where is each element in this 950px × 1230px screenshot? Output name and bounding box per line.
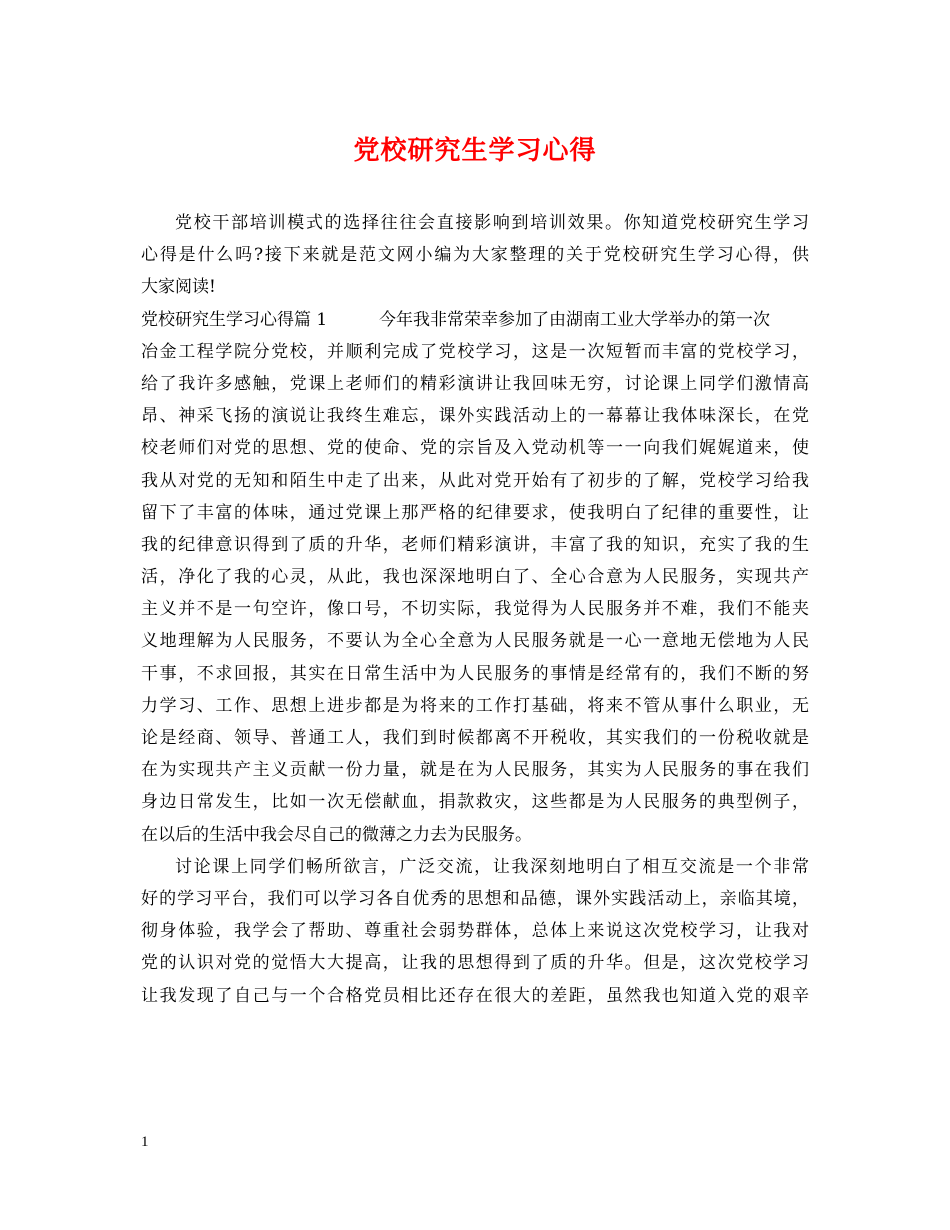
paragraph-line: 身边日常发生，比如一次无偿献血，捐款救灾，这些都是为人民服务的典型例子， xyxy=(141,792,809,813)
paragraph-line: 好的学习平台，我们可以学习各自优秀的思想和品德，课外实践活动上，亲临其境， xyxy=(141,888,809,909)
paragraph-line: 讨论课上同学们畅所欲言，广泛交流，让我深刻地明白了相互交流是一个非常 xyxy=(175,856,809,877)
paragraph-line: 心得是什么吗?接下来就是范文网小编为大家整理的关于党校研究生学习心得，供 xyxy=(141,245,809,266)
paragraph-line: 昂、神采飞扬的演说让我终生难忘，课外实践活动上的一幕幕让我体味深长，在党 xyxy=(141,406,809,427)
section-first-line: 今年我非常荣幸参加了由湖南工业大学举办的第一次 xyxy=(379,309,770,330)
paragraph-line: 党校干部培训模式的选择往往会直接影响到培训效果。你知道党校研究生学习 xyxy=(175,213,809,233)
document-body xyxy=(141,207,809,1012)
paragraph-line: 力学习、工作、思想上进步都是为将来的工作打基础，将来不管从事什么职业，无 xyxy=(141,695,809,716)
paragraph-line: 义地理解为人民服务，不要认为全心全意为人民服务就是一心一意地无偿地为人民 xyxy=(141,631,809,652)
paragraph-line: 干事，不求回报，其实在日常生活中为人民服务的事情是经常有的，我们不断的努 xyxy=(141,663,809,684)
paragraph-line: 在以后的生活中我会尽自己的微薄之力去为民服务。 xyxy=(141,824,532,845)
paragraph-line: 论是经商、领导、普通工人，我们到时候都离不开税收，其实我们的一份税收就是 xyxy=(141,728,809,748)
paragraph-line: 主义并不是一句空许，像口号，不切实际，我觉得为人民服务并不难，我们不能夹 xyxy=(141,599,809,620)
paragraph-line: 我从对党的无知和陌生中走了出来，从此对党开始有了初步的了解，党校学习给我 xyxy=(141,470,809,491)
paragraph-line: 校老师们对党的思想、党的使命、党的宗旨及入党动机等一一向我们娓娓道来，使 xyxy=(141,438,809,459)
paragraph-line: 让我发现了自己与一个合格党员相比还存在很大的差距，虽然我也知道入党的艰辛 xyxy=(141,985,809,1006)
paragraph-line: 在为实现共产主义贡献一份力量，就是在为人民服务，其实为人民服务的事在我们 xyxy=(141,760,809,781)
paragraph-line: 给了我许多感触，党课上老师们的精彩演讲让我回味无穷，讨论课上同学们激情高 xyxy=(141,373,809,394)
section-heading: 党校研究生学习心得篇 1 xyxy=(141,309,328,330)
paragraph-line: 大家阅读! xyxy=(141,277,216,298)
paragraph-line: 活，净化了我的心灵，从此，我也深深地明白了、全心合意为人民服务，实现共产 xyxy=(141,567,809,588)
paragraph-line: 党的认识对党的觉悟大大提高，让我的思想得到了质的升华。但是，这次党校学习 xyxy=(141,953,809,974)
page-number: 1 xyxy=(141,1134,149,1150)
paragraph-line: 留下了丰富的体味，通过党课上那严格的纪律要求，使我明白了纪律的重要性，让 xyxy=(141,502,809,523)
document-title: 党校研究生学习心得 xyxy=(353,136,597,166)
section-heading-line xyxy=(141,304,809,336)
paragraph-line: 我的纪律意识得到了质的升华，老师们精彩演讲，丰富了我的知识，充实了我的生 xyxy=(141,534,809,555)
paragraph-line: 彻身体验，我学会了帮助、尊重社会弱势群体，总体上来说这次党校学习，让我对 xyxy=(141,921,809,942)
paragraph-line: 冶金工程学院分党校，并顺利完成了党校学习，这是一次短暂而丰富的党校学习， xyxy=(141,341,809,362)
